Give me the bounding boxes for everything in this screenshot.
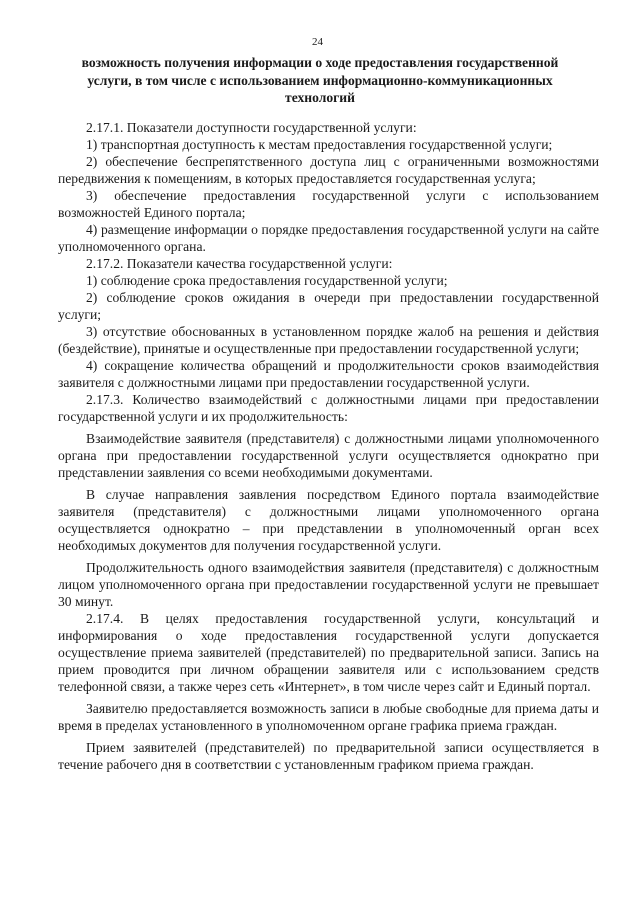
paragraph: 1) соблюдение срока предоставления государственной услуги; <box>86 273 448 288</box>
paragraph: 2.17.4. В целях предоставления государственной услуги, консультаций и информирования о ходе предоставления государственной услуги допускается осуществление приема заявителей (представителей) по предварительной записи. Запись на прием проводится при личном обращении заявителя или с использованием средств телефонной связи, а также через сеть «Интернет», в том числе через сайт и Единый портал. <box>58 611 599 694</box>
paragraph: 4) сокращение количества обращений и продолжительности сроков взаимодействия заявителя с должностными лицами при предоставлении государственной услуги. <box>58 358 599 390</box>
paragraph: Продолжительность одного взаимодействия заявителя (представителя) с должностным лицом уполномоченного органа при предоставлении государственной услуги не превышает 30 минут. <box>58 560 599 609</box>
document-body <box>58 119 599 773</box>
section-heading: возможность получения информации о ходе предоставления государственной услуги, в том числе с использованием информационно-коммуникационных технологий <box>81 55 559 105</box>
paragraph: 2) обеспечение беспрепятственного доступа лиц с ограниченными возможностями передвижения к помещениям, в которых предоставляется государственная услуга; <box>58 154 599 186</box>
paragraph: 4) размещение информации о порядке предоставления государственной услуги на сайте уполномоченного органа. <box>58 222 599 254</box>
paragraph: 1) транспортная доступность к местам предоставления государственной услуги; <box>86 137 553 152</box>
paragraph: Прием заявителей (представителей) по предварительной записи осуществляется в течение рабочего дня в соответствии с установленным графиком приема граждан. <box>58 740 599 772</box>
paragraph: Взаимодействие заявителя (представителя) с должностными лицами уполномоченного органа при предоставлении государственной услуги осуществляется однократно при представлении заявления со всеми необходимыми документами. <box>58 431 599 480</box>
paragraph: 2.17.1. Показатели доступности государственной услуги: <box>86 120 417 135</box>
paragraph: 3) обеспечение предоставления государственной услуги с использованием возможностей Единого портала; <box>58 188 599 220</box>
paragraph: В случае направления заявления посредством Единого портала взаимодействие заявителя (представителя) с должностными лицами уполномоченного органа осуществляется однократно – при представлении в уполномоченный орган всех необходимых документов для получения государственной услуги. <box>58 487 599 553</box>
page-number: 24 <box>312 36 323 48</box>
paragraph: 2) соблюдение сроков ожидания в очереди при предоставлении государственной услуги; <box>58 290 599 322</box>
paragraph: Заявителю предоставляется возможность записи в любые свободные для приема даты и время в пределах установленного в уполномоченном органе графика приема граждан. <box>58 701 599 733</box>
paragraph: 2.17.2. Показатели качества государственной услуги: <box>86 256 393 271</box>
paragraph: 3) отсутствие обоснованных в установленном порядке жалоб на решения и действия (бездействие), принятые и осуществленные при предоставлении государственной услуги; <box>58 324 599 356</box>
paragraph: 2.17.3. Количество взаимодействий с должностными лицами при предоставлении государственной услуги и их продолжительность: <box>58 392 599 424</box>
